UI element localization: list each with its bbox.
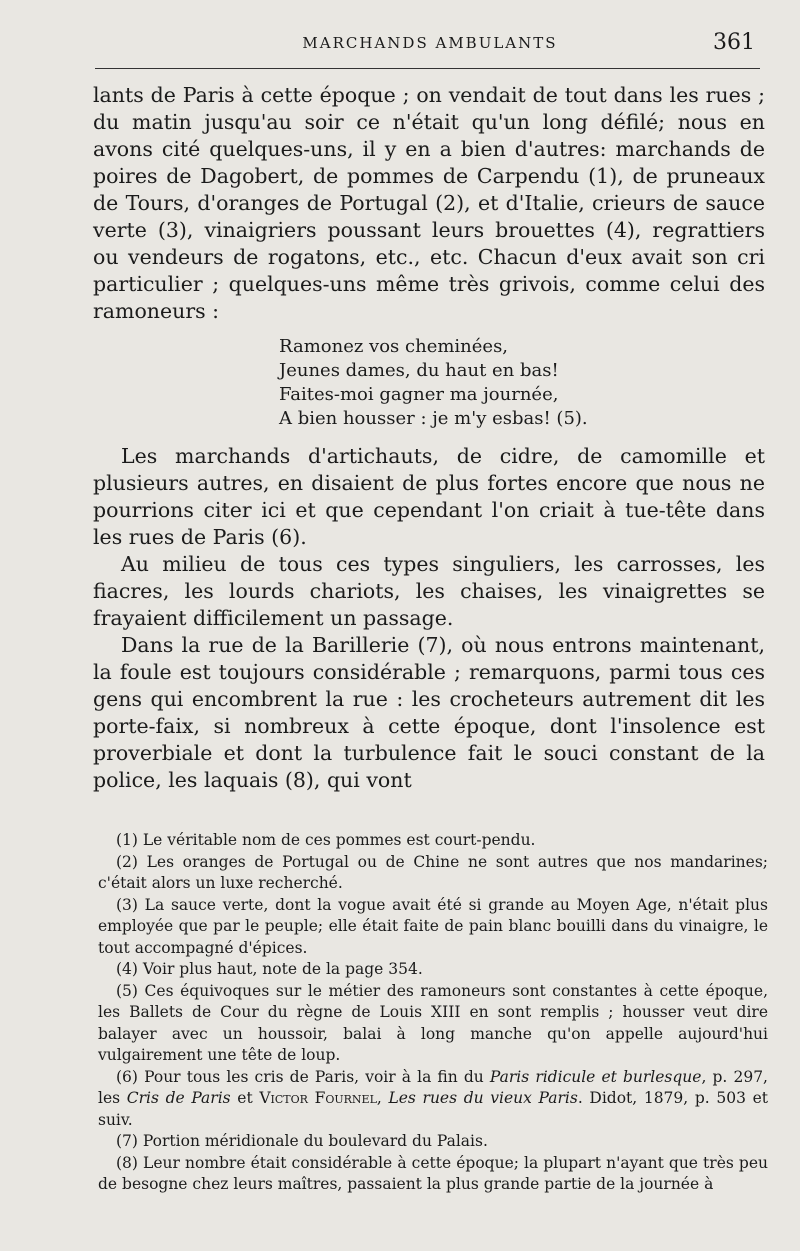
verse-line: Faites-moi gagner ma journée, xyxy=(279,384,559,405)
page-number: 361 xyxy=(713,30,755,55)
book-title: Les rues du vieux Paris xyxy=(388,1089,578,1107)
footnote-6-text: , xyxy=(376,1089,382,1107)
footnote-6-text: (6) Pour tous les cris de Paris, voir à la fin du xyxy=(116,1067,484,1086)
paragraph-4: Dans la rue de la Barillerie (7), où nous entrons maintenant, la foule est toujours considérable ; remarquons, parmi tous ces gens qui encombrent la rue : les crocheteurs autrement dit les porte-faix, si nombreux à cette époque, dont l'insolence est proverbiale et dont la turbulence fait le souci constant de la police, les laquais (8), qui vont xyxy=(93,633,765,792)
verse-line: Ramonez vos cheminées, xyxy=(279,336,509,357)
footnote-5: (5) Ces équivoques sur le métier des ramoneurs sont constantes à cette époque, les Ballets de Cour du règne de Louis XIII en sont remplis ; housser veut dire balayer avec un houssoir, balai à long manche qu'on appelle aujourd'hui vulgairement une tête de loup. xyxy=(98,981,768,1064)
paragraph-2: Les marchands d'artichauts, de cidre, de camomille et plusieurs autres, en disaient de plus fortes encore que nous ne pourrions citer ici et que cependant l'on criait à tue-tête dans les rues de Paris (6). xyxy=(93,444,765,549)
footnotes xyxy=(98,830,768,1196)
verse-line: A bien housser : je m'y esbas! (5). xyxy=(279,408,588,429)
paragraph-1: lants de Paris à cette époque ; on vendait de tout dans les rues ; du matin jusqu'au soir ce n'était qu'un long défilé; nous en avons cité quelques-uns, il y en a bien d'autres: marchands de poires de Dagobert, de pommes de Carpendu (1), de pruneaux de Tours, d'oranges de Portugal (2), et d'Italie, crieurs de sauce verte (3), vinaigriers poussant leurs brouettes (4), regrattiers ou vendeurs de rogatons, etc., etc. Chacun d'eux avait son cri particulier ; quelques-uns même très grivois, comme celui des ramoneurs : xyxy=(93,83,765,323)
verse-line: Jeunes dames, du haut en bas! xyxy=(279,360,559,381)
footnote-6-text: , p. 297, les xyxy=(98,1067,768,1107)
chimney-sweep-verse xyxy=(279,335,765,431)
book-title: Paris ridicule et burlesque xyxy=(489,1067,702,1086)
author-name: Victor Fournel xyxy=(259,1089,377,1107)
footnote-3: (3) La sauce verte, dont la vogue avait été si grande au Moyen Age, n'était plus employée que par le peuple; elle était faite de pain blanc bouilli dans du vinaigre, le tout accompagné d'épices. xyxy=(98,895,768,957)
footnote-6-text: et xyxy=(237,1089,253,1107)
footnote-8: (8) Leur nombre était considérable à cette époque; la plupart n'ayant que très peu de besogne chez leurs maîtres, passaient la plus grande partie de la journée à xyxy=(98,1153,768,1193)
footnote-6-text: . Didot, 1879, p. 503 et suiv. xyxy=(98,1089,768,1129)
footnote-1: (1) Le véritable nom de ces pommes est court-pendu. xyxy=(116,831,536,849)
footnote-2: (2) Les oranges de Portugal ou de Chine ne sont autres que nos mandarines; c'était alors un luxe recherché. xyxy=(98,852,768,892)
running-title: MARCHANDS AMBULANTS xyxy=(302,34,558,52)
header-rule xyxy=(95,68,760,69)
running-header xyxy=(95,30,765,60)
main-text xyxy=(93,82,765,794)
footnote-6 xyxy=(98,1067,768,1132)
paragraph-3: Au milieu de tous ces types singuliers, les carrosses, les fiacres, les lourds chariots, les chaises, les vinaigrettes se frayaient difficilement un passage. xyxy=(93,552,765,630)
footnote-4: (4) Voir plus haut, note de la page 354. xyxy=(116,960,423,978)
footnote-7: (7) Portion méridionale du boulevard du Palais. xyxy=(116,1132,488,1150)
book-title: Cris de Paris xyxy=(126,1089,231,1107)
